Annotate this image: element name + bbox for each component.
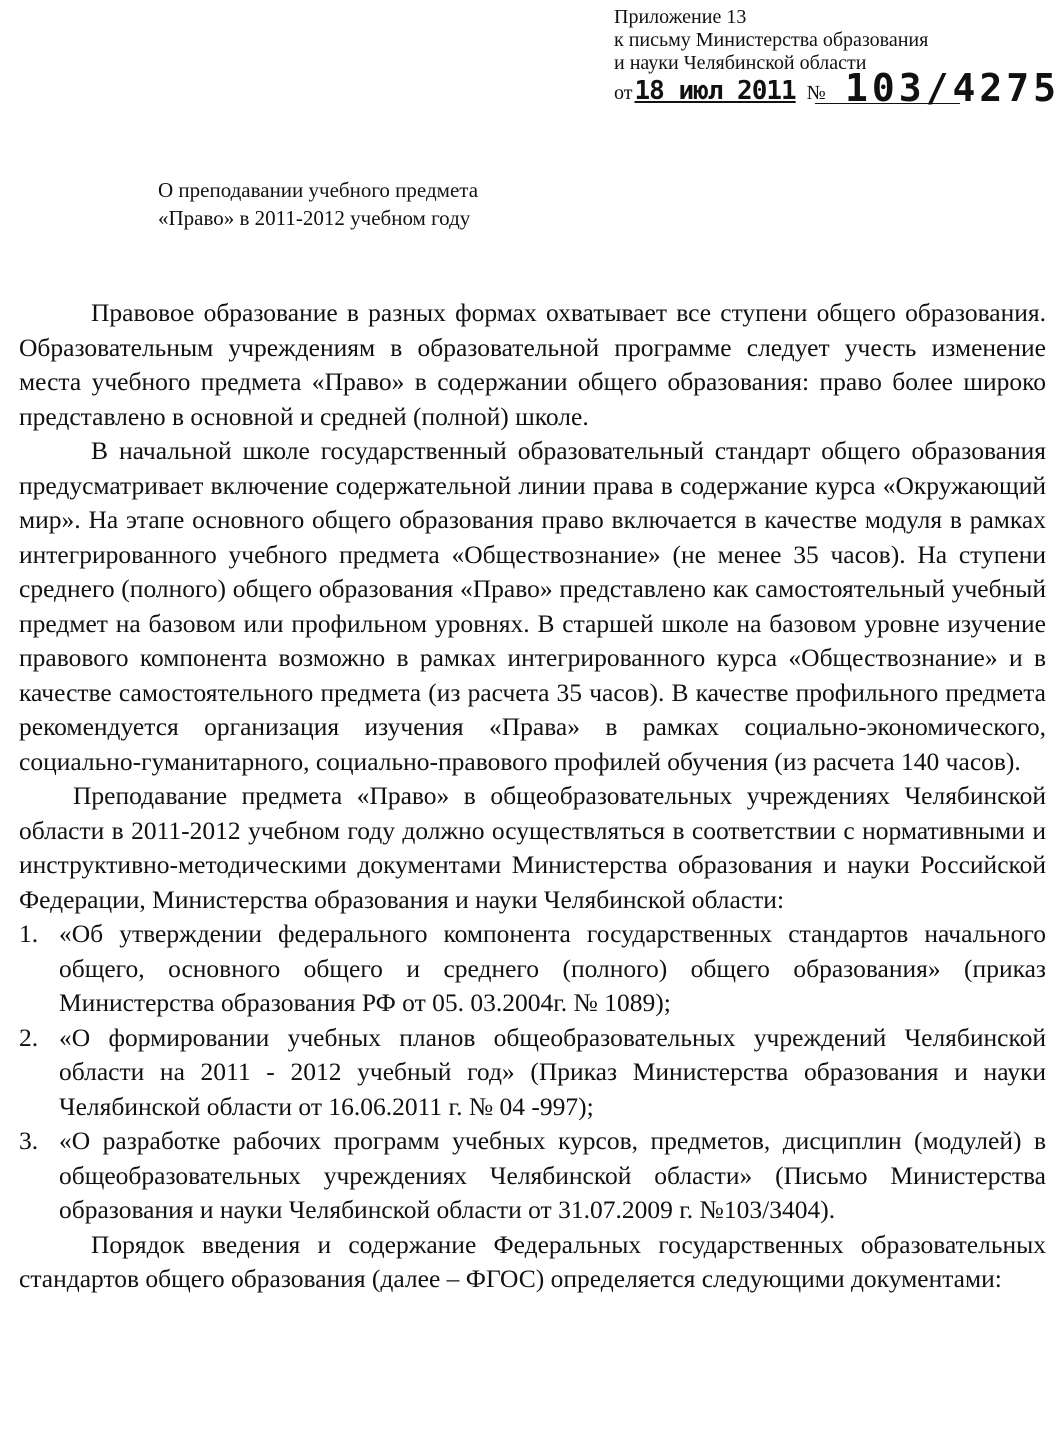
- list-item-number: 1.: [19, 919, 39, 948]
- paragraph-3: Преподавание предмета «Право» в общеобразовательных учреждениях Челябинской области в 2011-2012 учебном году должно осуществляться в соответствии с нормативными и инструктивно-методическими документами Министерства образования и науки Российской Федерации, Министерства образования и науки Челябинской области:: [19, 781, 1046, 914]
- list-item-text: «О формировании учебных планов общеобразовательных учреждений Челябинской области на 2011 - 2012 учебный год» (Приказ Министерства образования и науки Челябинской области от 16.06.2011 г. № 04 -997);: [59, 1022, 1046, 1121]
- appendix-letter-ref: к письму Министерства образования: [614, 29, 929, 51]
- list-item: [19, 1021, 1046, 1125]
- number-prefix: №: [806, 82, 826, 104]
- subject-line-1: О преподавании учебного предмета: [158, 178, 479, 202]
- appendix-block: [614, 6, 928, 75]
- subject-line-2: «Право» в 2011-2012 учебном году: [158, 206, 471, 230]
- date-stamp: 18 июл 2011: [634, 76, 796, 106]
- appendix-ministry: и науки Челябинской области: [614, 52, 867, 74]
- date-prefix: от: [614, 82, 633, 104]
- list-item-number: 2.: [19, 1022, 39, 1052]
- number-stamp: 103/4275: [845, 66, 1061, 110]
- paragraph-2: В начальной школе государственный образовательный стандарт общего образования предусматривает включение содержательной линии права в содержание курса «Окружающий мир». На этапе основного общего образования право включается в качестве модуля в рамках интегрированного учебного предмета «Обществознание» (не менее 35 часов). На ступени среднего (полного) общего образования «Право» представлено как самостоятельный учебный предмет на базовом или профильном уровнях. В старшей школе на базовом уровне изучение правового компонента возможно в рамках интегрированного курса «Обществознание» и в качестве самостоятельного предмета (из расчета 35 часов). В качестве профильного предмета рекомендуется организация изучения «Права» в рамках социально-экономического, социально-гуманитарного, социально-правового профилей обучения (из расчета 140 часов).: [19, 436, 1046, 776]
- list-item: [19, 1124, 1046, 1228]
- list-item-number: 3.: [19, 1126, 39, 1155]
- list-item: [19, 917, 1046, 1021]
- list-item-text: «Об утверждении федерального компонента государственных стандартов начального общего, основного общего и среднего (полного) общего образования» (приказ Министерства образования РФ от 05. 03.2004г. № 1089);: [59, 919, 1046, 1017]
- date-number-line: [614, 78, 826, 106]
- documents-list: [19, 917, 1046, 1228]
- letter-body: [19, 296, 1046, 1297]
- appendix-title: Приложение 13: [614, 6, 747, 28]
- paragraph-4: Порядок введения и содержание Федеральных государственных образовательных стандартов общего образования (далее – ФГОС) определяется следующими документами:: [19, 1229, 1046, 1293]
- paragraph-1: Правовое образование в разных формах охватывает все ступени общего образования. Образовательным учреждениям в образовательной программе следует учесть изменение места учебного предмета «Право» в содержании общего образования: право более широко представлено в основной и средней (полной) школе.: [19, 298, 1046, 431]
- letter-subject: [158, 176, 478, 232]
- list-item-text: «О разработке рабочих программ учебных курсов, предметов, дисциплин (модулей) в общеобразовательных учреждениях Челябинской области» (Письмо Министерства образования и науки Челябинской области от 31.07.2009 г. №103/3404).: [59, 1126, 1046, 1224]
